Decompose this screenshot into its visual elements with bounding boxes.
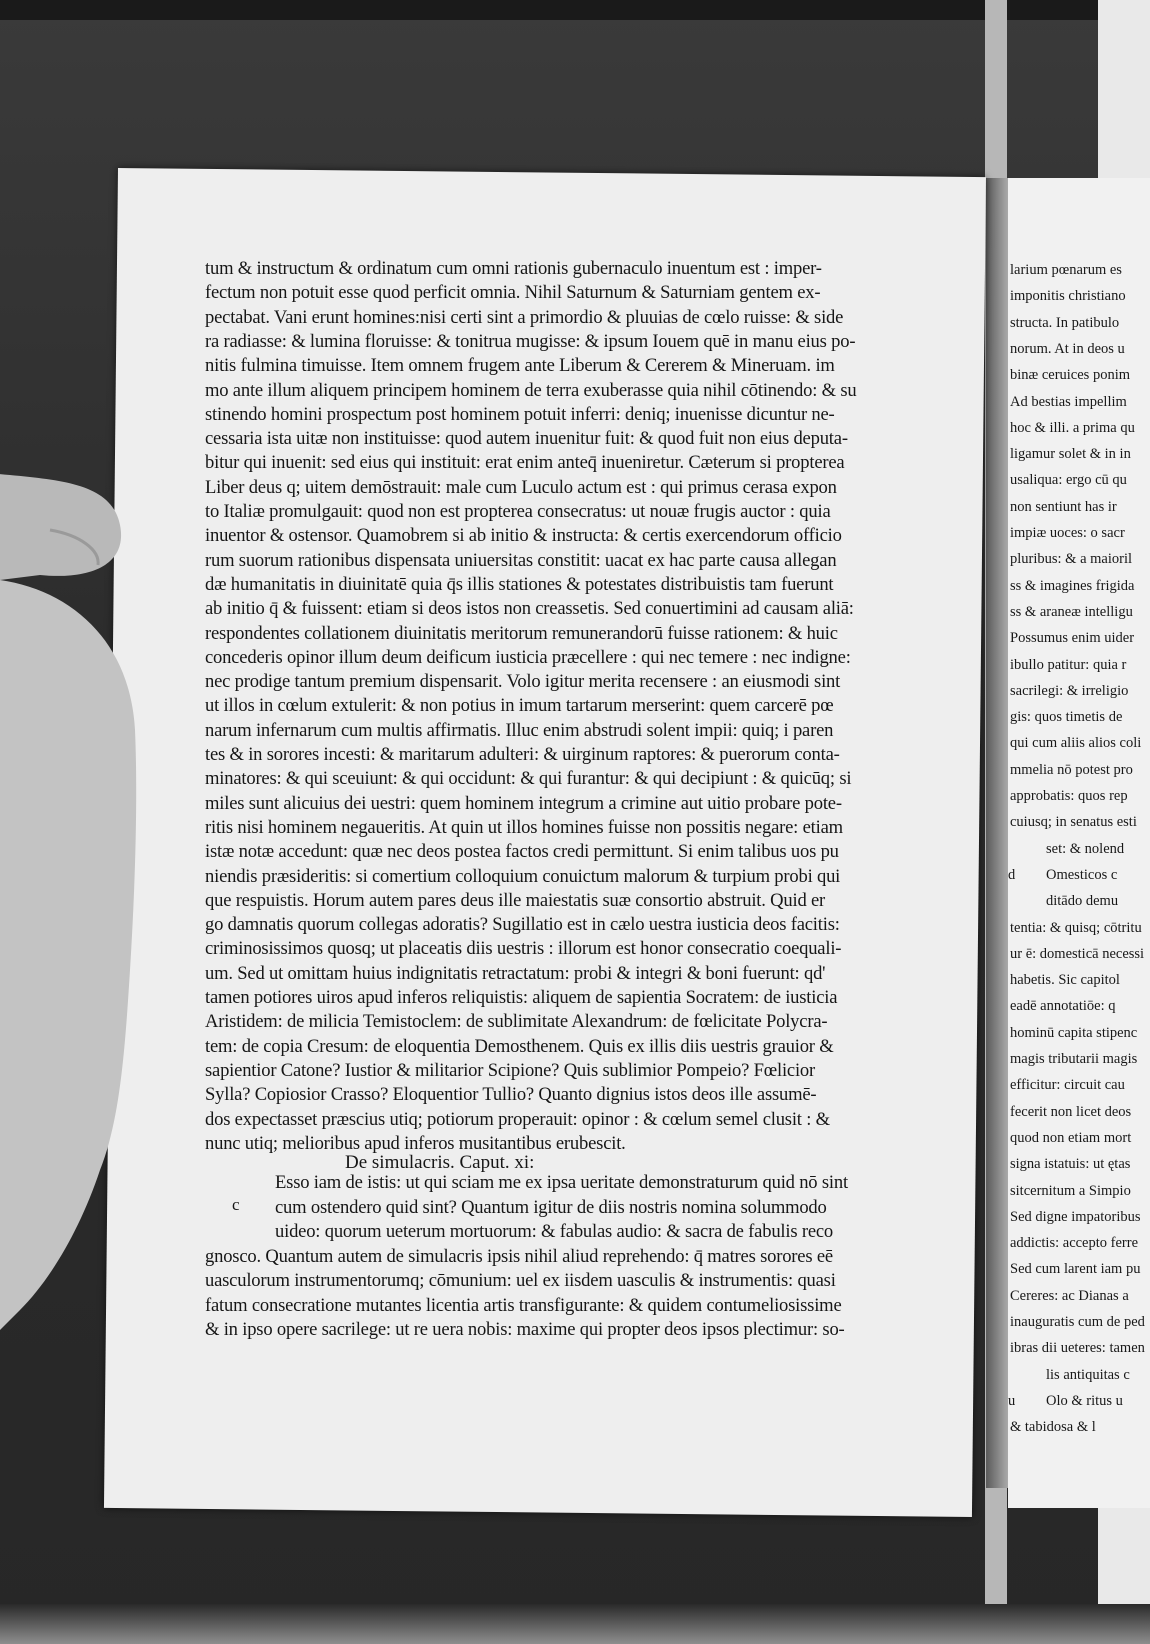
facing-text-line: Possumus enim uider bbox=[1010, 630, 1135, 647]
facing-text-line: quod non etiam mort bbox=[1010, 1129, 1132, 1146]
text-line: Liber deus q; uitem demōstrauit: male cum Luculo actum est : qui primus cerasa expon bbox=[205, 476, 837, 498]
facing-text-line: eadē annotatiōe: q bbox=[1010, 998, 1116, 1015]
text-line: ritis nisi hominem negaueritis. At quin ut illos homines fuisse non possitis negare: etiam bbox=[205, 816, 843, 838]
top-band bbox=[0, 0, 1150, 20]
text-line: um. Sed ut omittam huius indignitatis retractatum: probi & integri & boni fuerunt: qd' bbox=[205, 962, 826, 984]
book-gutter bbox=[986, 178, 1008, 1488]
text-line: sapientior Catone? Iustior & militarior Scipione? Quis sublimior Pompeio? Fœlicior bbox=[205, 1059, 816, 1081]
facing-text-line: qui cum aliis alios coli bbox=[1010, 735, 1142, 752]
facing-text-line: impiæ uoces: o sacr bbox=[1010, 525, 1125, 541]
text-line: mo ante illum aliquem principem hominem de terra exuberasse quia nihil cōtinendo: & su bbox=[205, 379, 857, 401]
text-line: ut illos in cœlum extulerit: & non potius in imum tartarum merserint: quem carcerē pœ bbox=[205, 695, 834, 717]
facing-text-line: tentia: & quisq; cōtritu bbox=[1010, 919, 1142, 936]
facing-text-line: Sed cum larent iam pu bbox=[1010, 1261, 1141, 1278]
facing-text-line: fecerit non licet deos bbox=[1010, 1103, 1132, 1120]
facing-text-line: cuiusq; in senatus esti bbox=[1010, 814, 1137, 831]
facing-text-line: hoc & illi. a prima qu bbox=[1010, 419, 1135, 436]
facing-text-line: gis: quos timetis de bbox=[1010, 709, 1123, 726]
text-line: nec prodige tantum premium dispensarit. Volo igitur merita recensere : an eiusmodi sint bbox=[205, 671, 841, 693]
facing-text-line: mmelia nō potest pro bbox=[1010, 761, 1133, 778]
text-line: pectabat. Vani erunt homines:nisi certi sint a primordio & pluuias de cœlo ruisse: & side bbox=[205, 306, 844, 328]
text-line: stinendo homini prospectum post hominem potuit inferri: deniq; inuenisse dicuntur ne- bbox=[205, 403, 835, 425]
text-line: go damnatis quorum collegas adoratis? Sugillatio est in cælo uestra iusticia deos facitis: bbox=[205, 914, 840, 936]
facing-text-line: efficitur: circuit cau bbox=[1010, 1077, 1125, 1094]
text-line: dæ humanitatis in diuinitatē quia q̄s illis stationes & potestates distribuistis tam fuerunt bbox=[205, 573, 834, 595]
text-line: dos expectasset præscius utiq; potiorum properauit: opinor : & cœlum semel clusit : & bbox=[205, 1108, 830, 1130]
text-line: nitis fulmina timuisse. Item omnem frugem ante Liberum & Cererem & Mineruam. im bbox=[205, 355, 835, 377]
text-line: nunc utiq; melioribus apud inferos musitantibus erubescit. bbox=[205, 1132, 626, 1154]
facing-text-line: Olo & ritus u bbox=[1046, 1392, 1123, 1409]
text-line: ra radiasse: & lumina floruisse: & tonitrua mugisse: & ipsum Iouem quē in manu eius po- bbox=[205, 330, 856, 352]
facing-text-line: set: & nolend bbox=[1046, 840, 1125, 857]
text-line: cessaria ista uitæ non instituisse: quod autem inuenitur fuit: & quod fuit non eius deputa- bbox=[205, 428, 848, 450]
facing-text-line: sitcernitum a Simpio bbox=[1010, 1182, 1131, 1199]
facing-text-line: pluribus: & a maioril bbox=[1010, 551, 1133, 568]
text-line: concederis opinor illum deum deificum iusticia præcellere : qui nec temere : nec indigne: bbox=[205, 646, 851, 668]
text-line: tes & in sorores incesti: & maritarum adulteri: & uirginum raptores: & puerorum conta- bbox=[205, 744, 840, 765]
section-text-line: cum ostendero quid sint? Quantum igitur de diis nostris nomina solummodo bbox=[275, 1196, 827, 1218]
bottom-band bbox=[0, 1604, 1150, 1644]
text-line: criminosissimos quosq; ut placeatis diis uestris : illorum est honor consecratio coequali- bbox=[205, 938, 842, 960]
facing-text-line: & tabidosa & l bbox=[1010, 1419, 1096, 1436]
text-line: bitur qui inuenit: sed eius qui instituit: erat enim anteq̄ inueniretur. Cæterum si propterea bbox=[205, 452, 845, 474]
section-text-line: fatum consecratione mutantes licentia artis transfigurante: & quidem contumeliosissime bbox=[205, 1294, 842, 1316]
text-line: Aristidem: de milicia Temistoclem: de sublimitate Alexandrum: de fœlicitate Polycra- bbox=[205, 1011, 828, 1033]
section-text-line: gnosco. Quantum autem de simulacris ipsis nihil aliud reprehendo: q̄ matres sorores eē bbox=[205, 1245, 833, 1267]
facing-text-line: ligamur solet & in in bbox=[1010, 446, 1131, 463]
facing-text-line: hominū capita stipenc bbox=[1010, 1024, 1138, 1041]
text-line: narum infernarum cum multis affirmatis. Illuc enim abstrudi solent impii: quiq; i paren bbox=[205, 719, 834, 741]
facing-text-line: lis antiquitas c bbox=[1046, 1366, 1130, 1383]
facing-text-line: approbatis: quos rep bbox=[1010, 788, 1128, 804]
section-text-line: uasculorum instrumentorumq; cōmunium: uel ex iisdem uasculis & instrumentis: quasi bbox=[205, 1270, 836, 1291]
facing-text-line: non sentiunt has ir bbox=[1010, 498, 1117, 515]
facing-text-line: ibras dii ueteres: tamen bbox=[1010, 1340, 1145, 1357]
text-line: minatores: & qui sceuiunt: & qui occidunt: & qui furantur: & qui decipiunt : & quicūq; si bbox=[205, 768, 852, 790]
facing-text-line: ss & araneæ intelligu bbox=[1010, 603, 1133, 620]
text-line: istæ notæ accedunt: quæ nec deos postea factos credi permittunt. Si enim talibus uos pu bbox=[205, 841, 839, 863]
facing-text-line: habetis. Sic capitol bbox=[1010, 972, 1120, 989]
facing-text-line: Ad bestias impellim bbox=[1010, 393, 1127, 410]
text-line: que respuistis. Horum autem pares deus ille maiestatis suæ consortio abstruit. Quid er bbox=[205, 889, 826, 911]
text-line: rum suorum rationibus dispensata uniuersitas constitit: uacat ex hac parte causa allegan bbox=[205, 549, 837, 571]
facing-margin-letter-d: d bbox=[1008, 866, 1016, 883]
text-line: Sylla? Copiosior Crasso? Eloquentior Tullio? Quanto dignius istos deos ille assumē- bbox=[205, 1084, 817, 1106]
facing-text-line: ibullo patitur: quia r bbox=[1010, 656, 1127, 673]
facing-text-line: Omesticos c bbox=[1046, 866, 1118, 883]
text-line: ab initio q̄ & fuissent: etiam si deos istos non creassetis. Sed conuertimini ad causam aliā: bbox=[205, 598, 854, 620]
facing-page bbox=[1008, 178, 1150, 1508]
facing-text-line: structa. In patibulo bbox=[1010, 314, 1120, 331]
facing-text-line: ss & imagines frigida bbox=[1010, 577, 1135, 594]
facing-margin-letter-u: u bbox=[1008, 1392, 1016, 1409]
text-line: to Italiæ promulgauit: quod non est propterea consecratus: ut nouæ frugis auctor : quia bbox=[205, 501, 831, 522]
chapter-heading: De simulacris. Caput. xi: bbox=[345, 1152, 535, 1173]
facing-text-line: binæ ceruices ponim bbox=[1010, 367, 1131, 384]
facing-text-line: signa istatuis: ut ętas bbox=[1010, 1156, 1131, 1173]
facing-text-line: usaliqua: ergo cū qu bbox=[1010, 472, 1127, 489]
section-text-line: & in ipso opere sacrilege: ut re uera nobis: maxime qui propter deos ipsos plectimur: so- bbox=[205, 1319, 845, 1340]
facing-text-line: norum. At in deos u bbox=[1010, 340, 1125, 357]
text-line: miles sunt alicuius dei uestri: quem hominem integrum a crimine aut uitio probare pote- bbox=[205, 792, 842, 814]
text-line: respondentes collationem diuinitatis meritorum remunerandorū fuisse rationem: & huic bbox=[205, 622, 838, 644]
facing-text-line: ditādo demu bbox=[1046, 893, 1119, 910]
facing-text-line: sacrilegi: & irreligio bbox=[1010, 682, 1129, 699]
facing-text-line: Sed digne impatoribus bbox=[1010, 1208, 1141, 1225]
text-line: tum & instructum & ordinatum cum omni rationis gubernaculo inuentum est : imper- bbox=[205, 258, 822, 279]
facing-text-line: addictis: accepto ferre bbox=[1010, 1235, 1139, 1252]
facing-text-line: magis tributarii magis bbox=[1010, 1051, 1138, 1067]
section-text-line: Esso iam de istis: ut qui sciam me ex ipsa ueritate demonstraturum quid nō sint bbox=[275, 1172, 848, 1193]
facing-text-line: Cereres: ac Dianas a bbox=[1010, 1287, 1129, 1304]
facing-text-line: imponitis christiano bbox=[1010, 288, 1126, 305]
text-line: tem: de copia Cresum: de eloquentia Demosthenem. Quis ex illis diis uestris grauior & bbox=[205, 1035, 834, 1057]
margin-letter-c: c bbox=[232, 1195, 240, 1214]
facing-text-line: ur ē: domesticā necessi bbox=[1010, 945, 1145, 962]
text-line: niendis præsideritis: si comertium colloquium conuictum malorum & turpium probi qui bbox=[205, 865, 841, 887]
facing-text-line: larium pœnarum es bbox=[1010, 262, 1122, 278]
section-text-line: uideo: quorum ueterum mortuorum: & fabulas audio: & sacra de fabulis reco bbox=[275, 1221, 834, 1242]
text-line: tamen potiores uiros apud inferos reliquistis: aliquem de sapientia Socratem: de iusticia bbox=[205, 987, 838, 1008]
text-line: fectum non potuit esse quod perficit omnia. Nihil Saturnum & Saturniam gentem ex- bbox=[205, 282, 821, 304]
facing-text-line: inauguratis cum de ped bbox=[1010, 1314, 1145, 1330]
text-line: inuentor & ostensor. Quamobrem si ab initio & instructa: & certis exercendorum officio bbox=[205, 525, 842, 547]
thumb-image bbox=[0, 470, 200, 1350]
